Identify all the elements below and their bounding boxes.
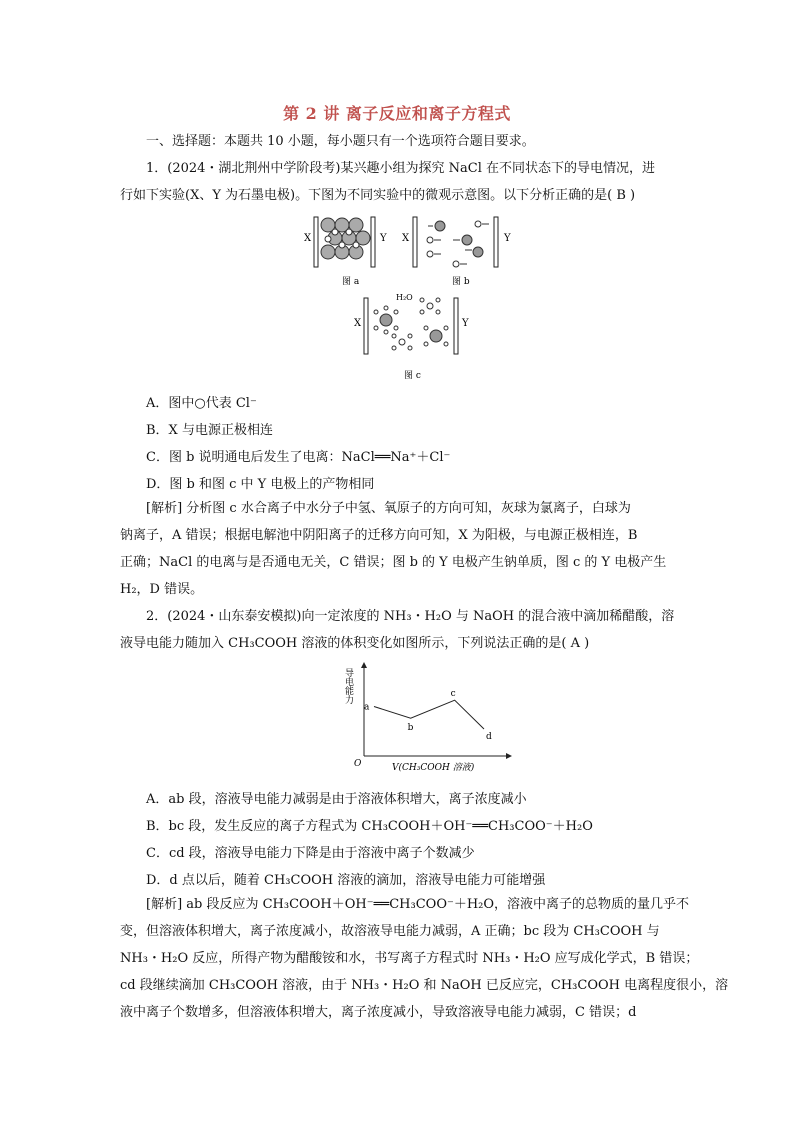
q2-stem-line2: 液导电能力随加入 CH₃COOH 溶液的体积变化如图所示，下列说法正确的是( A ) <box>120 636 590 651</box>
origin-label: O <box>354 759 362 769</box>
q1-option-b: B．X 与电源正极相连 <box>146 423 273 438</box>
point-label-a: a <box>364 702 370 713</box>
y-axis-label: 导电能力 <box>343 668 353 704</box>
q1-option-d: D．图 b 和图 c 中 Y 电极上的产物相同 <box>146 477 375 492</box>
point-label-d: d <box>486 732 492 742</box>
figure-b <box>400 212 520 292</box>
q2-option-b: B．bc 段，发生反应的离子方程式为 CH₃COOH＋OH⁻══CH₃COO⁻＋H₂O <box>146 819 593 834</box>
fig-c-y-label: Y <box>462 318 469 329</box>
conductivity-line <box>374 700 484 729</box>
q1-option-a: A．图中○代表 Cl⁻ <box>146 396 257 411</box>
q2-explanation-line2: 变，但溶液体积增大，离子浓度减小，故溶液导电能力减弱，A 正确；bc 段为 CH₃COOH 与 <box>120 924 660 939</box>
fig-b-caption: 图 b <box>452 277 470 287</box>
q2-explanation-line4: cd 段继续滴加 CH₃COOH 溶液，由于 NH₃・H₂O 和 NaOH 已反应完，CH₃COOH 电离程度很小，溶 <box>120 978 729 993</box>
q1-stem-line1: 1．(2024・湖北荆州中学阶段考)某兴趣小组为探究 NaCl 在不同状态下的导电情况，进 <box>146 161 655 176</box>
q2-stem-line1: 2．(2024・山东泰安模拟)向一定浓度的 NH₃・H₂O 与 NaOH 的混合液中滴加稀醋酸，溶 <box>146 609 675 624</box>
q2-explanation-line5: 液中离子个数增多，但溶液体积增大，离子浓度减小，导致溶液导电能力减弱，C 错误；d <box>120 1005 637 1020</box>
conductivity-chart <box>330 660 520 775</box>
hydrated-ions <box>374 298 448 350</box>
q2-explanation-line1: [解析] ab 段反应为 CH₃COOH＋OH⁻══CH₃COO⁻＋H₂O，溶液中离子的总物质的量几乎不 <box>146 897 690 912</box>
ionic-lattice <box>321 218 370 259</box>
fig-a-caption: 图 a <box>342 277 360 287</box>
q1-explanation-line3: 正确；NaCl 的电离与是否通电无关，C 错误；图 b 的 Y 电极产生钠单质，图 c 的 Y 电极产生 <box>120 555 667 570</box>
q1-stem-line2: 行如下实验(X、Y 为石墨电极)。下图为不同实验中的微观示意图。以下分析正确的是( B ) <box>120 188 636 203</box>
fig-a-x-label: X <box>304 233 312 244</box>
fig-b-y-label: Y <box>504 233 511 244</box>
point-label-c: c <box>450 689 456 700</box>
q2-option-a: A．ab 段，溶液导电能力减弱是由于溶液体积增大，离子浓度减小 <box>146 792 527 807</box>
q2-option-d: D．d 点以后，随着 CH₃COOH 溶液的滴加，溶液导电能力可能增强 <box>146 873 546 888</box>
fig-a-y-label: Y <box>380 233 387 244</box>
section-heading: 一、选择题：本题共 10 小题，每小题只有一个选项符合题目要求。 <box>146 134 535 149</box>
q2-option-c: C．cd 段，溶液导电能力下降是由于溶液中离子个数减少 <box>146 846 475 861</box>
figure-c <box>350 290 480 382</box>
fig-c-caption: 图 c <box>404 371 421 381</box>
fig-c-x-label: X <box>354 318 362 329</box>
figure-a <box>300 212 400 292</box>
q1-explanation-line2: 钠离子，A 错误；根据电解池中阴阳离子的迁移方向可知，X 为阳极，与电源正极相连，B <box>120 528 638 543</box>
page-title: 第 2 讲 离子反应和离子方程式 <box>283 104 511 123</box>
free-ions <box>427 221 489 267</box>
q1-option-c: C．图 b 说明通电后发生了电离：NaCl══Na⁺＋Cl⁻ <box>146 450 451 465</box>
fig-c-h2o-label: H₂O <box>396 293 413 302</box>
q1-explanation-line1: [解析] 分析图 c 水合离子中水分子中氢、氧原子的方向可知，灰球为氯离子，白球为 <box>146 501 631 516</box>
q2-explanation-line3: NH₃・H₂O 反应，所得产物为醋酸铵和水，书写离子方程式时 NH₃・H₂O 应写成化学式，B 错误； <box>120 951 699 966</box>
x-axis-label: V(CH₃COOH 溶液) <box>392 763 475 773</box>
q1-explanation-line4: H₂，D 错误。 <box>120 582 204 597</box>
point-label-b: b <box>407 723 414 734</box>
fig-b-x-label: X <box>402 233 410 244</box>
